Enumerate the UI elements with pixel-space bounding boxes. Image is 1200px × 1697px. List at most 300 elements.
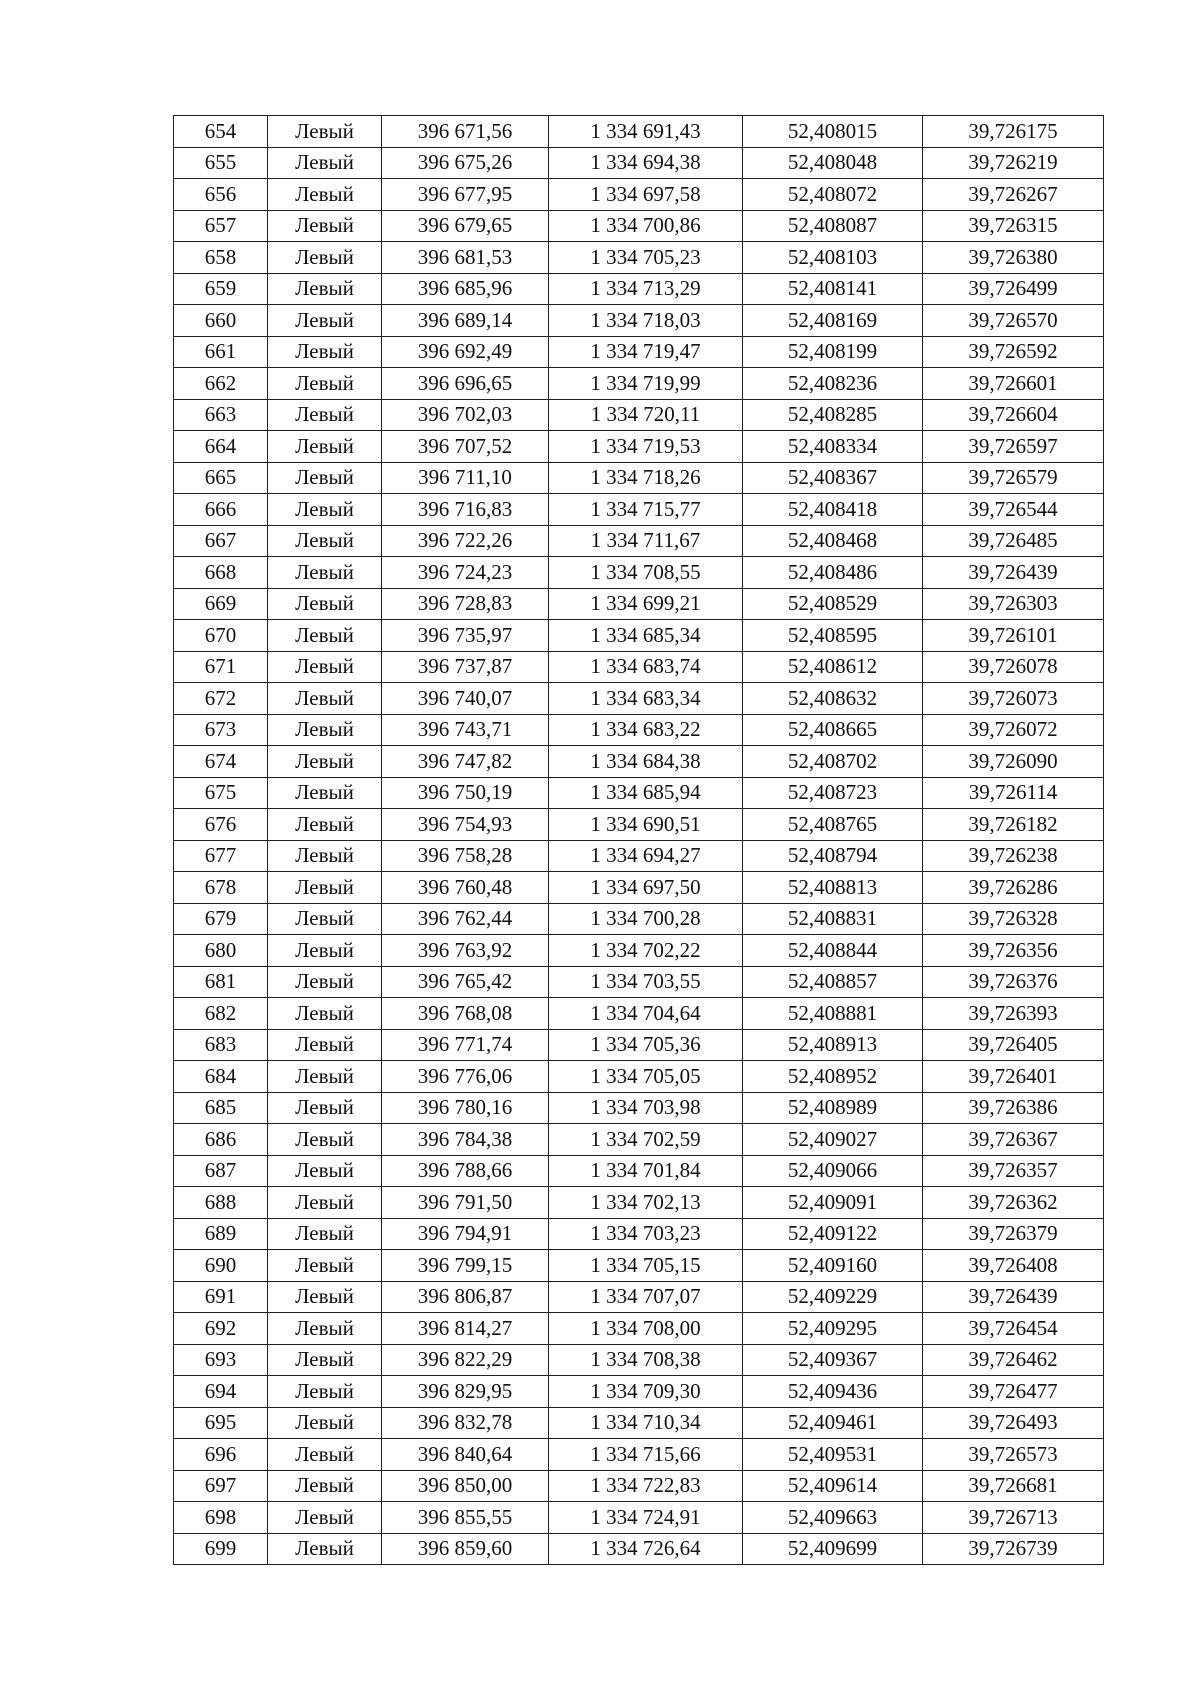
y-coordinate-cell: 1 334 715,66 (549, 1439, 743, 1471)
table-row (174, 462, 1104, 494)
longitude-cell: 39,726573 (923, 1439, 1104, 1471)
longitude-cell: 39,726493 (923, 1407, 1104, 1439)
table-row (174, 903, 1104, 935)
y-coordinate-cell: 1 334 709,30 (549, 1376, 743, 1408)
table-row (174, 147, 1104, 179)
y-coordinate-cell: 1 334 705,15 (549, 1250, 743, 1282)
point-number-cell: 690 (174, 1250, 268, 1282)
x-coordinate-cell: 396 696,65 (382, 368, 549, 400)
longitude-cell: 39,726182 (923, 809, 1104, 841)
latitude-cell: 52,408468 (743, 525, 923, 557)
longitude-cell: 39,726328 (923, 903, 1104, 935)
x-coordinate-cell: 396 685,96 (382, 273, 549, 305)
longitude-cell: 39,726303 (923, 588, 1104, 620)
x-coordinate-cell: 396 728,83 (382, 588, 549, 620)
y-coordinate-cell: 1 334 711,67 (549, 525, 743, 557)
latitude-cell: 52,408857 (743, 966, 923, 998)
point-number-cell: 693 (174, 1344, 268, 1376)
longitude-cell: 39,726601 (923, 368, 1104, 400)
longitude-cell: 39,726238 (923, 840, 1104, 872)
y-coordinate-cell: 1 334 703,55 (549, 966, 743, 998)
table-row (174, 1407, 1104, 1439)
point-number-cell: 664 (174, 431, 268, 463)
point-number-cell: 677 (174, 840, 268, 872)
point-number-cell: 681 (174, 966, 268, 998)
point-number-cell: 679 (174, 903, 268, 935)
longitude-cell: 39,726485 (923, 525, 1104, 557)
x-coordinate-cell: 396 702,03 (382, 399, 549, 431)
latitude-cell: 52,409091 (743, 1187, 923, 1219)
longitude-cell: 39,726462 (923, 1344, 1104, 1376)
point-number-cell: 678 (174, 872, 268, 904)
table-row (174, 935, 1104, 967)
longitude-cell: 39,726439 (923, 557, 1104, 589)
point-number-cell: 687 (174, 1155, 268, 1187)
longitude-cell: 39,726739 (923, 1533, 1104, 1565)
y-coordinate-cell: 1 334 690,51 (549, 809, 743, 841)
latitude-cell: 52,408418 (743, 494, 923, 526)
latitude-cell: 52,408367 (743, 462, 923, 494)
y-coordinate-cell: 1 334 702,59 (549, 1124, 743, 1156)
x-coordinate-cell: 396 707,52 (382, 431, 549, 463)
table-row (174, 966, 1104, 998)
point-number-cell: 654 (174, 116, 268, 148)
longitude-cell: 39,726114 (923, 777, 1104, 809)
table-row (174, 494, 1104, 526)
x-coordinate-cell: 396 679,65 (382, 210, 549, 242)
side-cell: Левый (268, 966, 382, 998)
point-number-cell: 659 (174, 273, 268, 305)
side-cell: Левый (268, 1281, 382, 1313)
table-row (174, 336, 1104, 368)
table-row (174, 431, 1104, 463)
table-row (174, 809, 1104, 841)
longitude-cell: 39,726597 (923, 431, 1104, 463)
y-coordinate-cell: 1 334 718,26 (549, 462, 743, 494)
x-coordinate-cell: 396 740,07 (382, 683, 549, 715)
y-coordinate-cell: 1 334 720,11 (549, 399, 743, 431)
x-coordinate-cell: 396 724,23 (382, 557, 549, 589)
longitude-cell: 39,726405 (923, 1029, 1104, 1061)
longitude-cell: 39,726477 (923, 1376, 1104, 1408)
table-row (174, 525, 1104, 557)
latitude-cell: 52,408813 (743, 872, 923, 904)
y-coordinate-cell: 1 334 697,50 (549, 872, 743, 904)
longitude-cell: 39,726362 (923, 1187, 1104, 1219)
latitude-cell: 52,408236 (743, 368, 923, 400)
point-number-cell: 692 (174, 1313, 268, 1345)
x-coordinate-cell: 396 765,42 (382, 966, 549, 998)
point-number-cell: 685 (174, 1092, 268, 1124)
longitude-cell: 39,726078 (923, 651, 1104, 683)
side-cell: Левый (268, 1092, 382, 1124)
latitude-cell: 52,408169 (743, 305, 923, 337)
y-coordinate-cell: 1 334 684,38 (549, 746, 743, 778)
table-row (174, 273, 1104, 305)
longitude-cell: 39,726315 (923, 210, 1104, 242)
latitude-cell: 52,409614 (743, 1470, 923, 1502)
latitude-cell: 52,408334 (743, 431, 923, 463)
longitude-cell: 39,726380 (923, 242, 1104, 274)
side-cell: Левый (268, 840, 382, 872)
x-coordinate-cell: 396 675,26 (382, 147, 549, 179)
x-coordinate-cell: 396 758,28 (382, 840, 549, 872)
y-coordinate-cell: 1 334 703,98 (549, 1092, 743, 1124)
y-coordinate-cell: 1 334 708,00 (549, 1313, 743, 1345)
table-row (174, 1155, 1104, 1187)
latitude-cell: 52,408831 (743, 903, 923, 935)
latitude-cell: 52,409461 (743, 1407, 923, 1439)
y-coordinate-cell: 1 334 691,43 (549, 116, 743, 148)
y-coordinate-cell: 1 334 722,83 (549, 1470, 743, 1502)
longitude-cell: 39,726454 (923, 1313, 1104, 1345)
latitude-cell: 52,408612 (743, 651, 923, 683)
y-coordinate-cell: 1 334 705,36 (549, 1029, 743, 1061)
table-row (174, 210, 1104, 242)
side-cell: Левый (268, 1218, 382, 1250)
x-coordinate-cell: 396 737,87 (382, 651, 549, 683)
longitude-cell: 39,726356 (923, 935, 1104, 967)
point-number-cell: 697 (174, 1470, 268, 1502)
point-number-cell: 673 (174, 714, 268, 746)
point-number-cell: 680 (174, 935, 268, 967)
latitude-cell: 52,408794 (743, 840, 923, 872)
latitude-cell: 52,408595 (743, 620, 923, 652)
table-row (174, 368, 1104, 400)
table-row (174, 1502, 1104, 1534)
x-coordinate-cell: 396 722,26 (382, 525, 549, 557)
longitude-cell: 39,726401 (923, 1061, 1104, 1093)
table-row (174, 777, 1104, 809)
latitude-cell: 52,409160 (743, 1250, 923, 1282)
latitude-cell: 52,408103 (743, 242, 923, 274)
point-number-cell: 689 (174, 1218, 268, 1250)
side-cell: Левый (268, 714, 382, 746)
x-coordinate-cell: 396 750,19 (382, 777, 549, 809)
table-row (174, 872, 1104, 904)
point-number-cell: 686 (174, 1124, 268, 1156)
side-cell: Левый (268, 777, 382, 809)
latitude-cell: 52,409663 (743, 1502, 923, 1534)
latitude-cell: 52,409367 (743, 1344, 923, 1376)
y-coordinate-cell: 1 334 697,58 (549, 179, 743, 211)
y-coordinate-cell: 1 334 705,23 (549, 242, 743, 274)
longitude-cell: 39,726219 (923, 147, 1104, 179)
side-cell: Левый (268, 116, 382, 148)
longitude-cell: 39,726376 (923, 966, 1104, 998)
table-row (174, 683, 1104, 715)
latitude-cell: 52,408048 (743, 147, 923, 179)
y-coordinate-cell: 1 334 710,34 (549, 1407, 743, 1439)
x-coordinate-cell: 396 859,60 (382, 1533, 549, 1565)
y-coordinate-cell: 1 334 708,55 (549, 557, 743, 589)
side-cell: Левый (268, 1313, 382, 1345)
point-number-cell: 670 (174, 620, 268, 652)
point-number-cell: 682 (174, 998, 268, 1030)
side-cell: Левый (268, 525, 382, 557)
latitude-cell: 52,408141 (743, 273, 923, 305)
side-cell: Левый (268, 557, 382, 589)
latitude-cell: 52,409122 (743, 1218, 923, 1250)
longitude-cell: 39,726386 (923, 1092, 1104, 1124)
table-row (174, 179, 1104, 211)
longitude-cell: 39,726286 (923, 872, 1104, 904)
point-number-cell: 694 (174, 1376, 268, 1408)
y-coordinate-cell: 1 334 699,21 (549, 588, 743, 620)
side-cell: Левый (268, 1155, 382, 1187)
y-coordinate-cell: 1 334 708,38 (549, 1344, 743, 1376)
longitude-cell: 39,726072 (923, 714, 1104, 746)
latitude-cell: 52,408989 (743, 1092, 923, 1124)
longitude-cell: 39,726499 (923, 273, 1104, 305)
longitude-cell: 39,726367 (923, 1124, 1104, 1156)
side-cell: Левый (268, 1376, 382, 1408)
side-cell: Левый (268, 620, 382, 652)
table-row (174, 840, 1104, 872)
longitude-cell: 39,726073 (923, 683, 1104, 715)
longitude-cell: 39,726592 (923, 336, 1104, 368)
table-row (174, 116, 1104, 148)
x-coordinate-cell: 396 735,97 (382, 620, 549, 652)
side-cell: Левый (268, 935, 382, 967)
table-row (174, 1313, 1104, 1345)
x-coordinate-cell: 396 671,56 (382, 116, 549, 148)
point-number-cell: 662 (174, 368, 268, 400)
table-row (174, 399, 1104, 431)
point-number-cell: 675 (174, 777, 268, 809)
y-coordinate-cell: 1 334 702,13 (549, 1187, 743, 1219)
y-coordinate-cell: 1 334 719,53 (549, 431, 743, 463)
latitude-cell: 52,408765 (743, 809, 923, 841)
table-row (174, 714, 1104, 746)
side-cell: Левый (268, 746, 382, 778)
latitude-cell: 52,408072 (743, 179, 923, 211)
latitude-cell: 52,408087 (743, 210, 923, 242)
y-coordinate-cell: 1 334 702,22 (549, 935, 743, 967)
y-coordinate-cell: 1 334 724,91 (549, 1502, 743, 1534)
latitude-cell: 52,409531 (743, 1439, 923, 1471)
y-coordinate-cell: 1 334 719,47 (549, 336, 743, 368)
table-row (174, 651, 1104, 683)
side-cell: Левый (268, 431, 382, 463)
x-coordinate-cell: 396 689,14 (382, 305, 549, 337)
longitude-cell: 39,726408 (923, 1250, 1104, 1282)
side-cell: Левый (268, 903, 382, 935)
side-cell: Левый (268, 1187, 382, 1219)
x-coordinate-cell: 396 791,50 (382, 1187, 549, 1219)
side-cell: Левый (268, 273, 382, 305)
point-number-cell: 661 (174, 336, 268, 368)
y-coordinate-cell: 1 334 715,77 (549, 494, 743, 526)
point-number-cell: 667 (174, 525, 268, 557)
latitude-cell: 52,408702 (743, 746, 923, 778)
side-cell: Левый (268, 588, 382, 620)
x-coordinate-cell: 396 780,16 (382, 1092, 549, 1124)
point-number-cell: 696 (174, 1439, 268, 1471)
side-cell: Левый (268, 651, 382, 683)
y-coordinate-cell: 1 334 703,23 (549, 1218, 743, 1250)
x-coordinate-cell: 396 832,78 (382, 1407, 549, 1439)
table-row (174, 557, 1104, 589)
side-cell: Левый (268, 462, 382, 494)
point-number-cell: 657 (174, 210, 268, 242)
longitude-cell: 39,726570 (923, 305, 1104, 337)
side-cell: Левый (268, 1502, 382, 1534)
x-coordinate-cell: 396 677,95 (382, 179, 549, 211)
point-number-cell: 660 (174, 305, 268, 337)
x-coordinate-cell: 396 692,49 (382, 336, 549, 368)
x-coordinate-cell: 396 681,53 (382, 242, 549, 274)
side-cell: Левый (268, 1533, 382, 1565)
table-row (174, 1470, 1104, 1502)
side-cell: Левый (268, 1029, 382, 1061)
y-coordinate-cell: 1 334 726,64 (549, 1533, 743, 1565)
longitude-cell: 39,726379 (923, 1218, 1104, 1250)
side-cell: Левый (268, 305, 382, 337)
x-coordinate-cell: 396 855,55 (382, 1502, 549, 1534)
latitude-cell: 52,408015 (743, 116, 923, 148)
y-coordinate-cell: 1 334 694,27 (549, 840, 743, 872)
latitude-cell: 52,408665 (743, 714, 923, 746)
x-coordinate-cell: 396 743,71 (382, 714, 549, 746)
table-row (174, 1376, 1104, 1408)
point-number-cell: 684 (174, 1061, 268, 1093)
side-cell: Левый (268, 336, 382, 368)
latitude-cell: 52,408632 (743, 683, 923, 715)
x-coordinate-cell: 396 771,74 (382, 1029, 549, 1061)
latitude-cell: 52,408529 (743, 588, 923, 620)
side-cell: Левый (268, 242, 382, 274)
y-coordinate-cell: 1 334 683,22 (549, 714, 743, 746)
point-number-cell: 671 (174, 651, 268, 683)
side-cell: Левый (268, 1344, 382, 1376)
table-row (174, 1344, 1104, 1376)
side-cell: Левый (268, 809, 382, 841)
side-cell: Левый (268, 1407, 382, 1439)
point-number-cell: 683 (174, 1029, 268, 1061)
x-coordinate-cell: 396 762,44 (382, 903, 549, 935)
latitude-cell: 52,408199 (743, 336, 923, 368)
point-number-cell: 663 (174, 399, 268, 431)
longitude-cell: 39,726713 (923, 1502, 1104, 1534)
latitude-cell: 52,409027 (743, 1124, 923, 1156)
point-number-cell: 656 (174, 179, 268, 211)
latitude-cell: 52,409699 (743, 1533, 923, 1565)
side-cell: Левый (268, 1470, 382, 1502)
x-coordinate-cell: 396 768,08 (382, 998, 549, 1030)
x-coordinate-cell: 396 711,10 (382, 462, 549, 494)
side-cell: Левый (268, 1124, 382, 1156)
table-row (174, 620, 1104, 652)
table-row (174, 1187, 1104, 1219)
x-coordinate-cell: 396 850,00 (382, 1470, 549, 1502)
latitude-cell: 52,408952 (743, 1061, 923, 1093)
x-coordinate-cell: 396 822,29 (382, 1344, 549, 1376)
table-row (174, 1281, 1104, 1313)
y-coordinate-cell: 1 334 707,07 (549, 1281, 743, 1313)
x-coordinate-cell: 396 716,83 (382, 494, 549, 526)
table-row (174, 1250, 1104, 1282)
point-number-cell: 668 (174, 557, 268, 589)
x-coordinate-cell: 396 760,48 (382, 872, 549, 904)
point-number-cell: 655 (174, 147, 268, 179)
point-number-cell: 666 (174, 494, 268, 526)
point-number-cell: 665 (174, 462, 268, 494)
x-coordinate-cell: 396 794,91 (382, 1218, 549, 1250)
x-coordinate-cell: 396 829,95 (382, 1376, 549, 1408)
table-row (174, 588, 1104, 620)
longitude-cell: 39,726544 (923, 494, 1104, 526)
side-cell: Левый (268, 179, 382, 211)
point-number-cell: 676 (174, 809, 268, 841)
table-row (174, 1029, 1104, 1061)
point-number-cell: 658 (174, 242, 268, 274)
table-body (174, 116, 1104, 1565)
point-number-cell: 669 (174, 588, 268, 620)
side-cell: Левый (268, 872, 382, 904)
side-cell: Левый (268, 210, 382, 242)
table-row (174, 1533, 1104, 1565)
x-coordinate-cell: 396 776,06 (382, 1061, 549, 1093)
y-coordinate-cell: 1 334 683,74 (549, 651, 743, 683)
longitude-cell: 39,726357 (923, 1155, 1104, 1187)
point-number-cell: 691 (174, 1281, 268, 1313)
y-coordinate-cell: 1 334 701,84 (549, 1155, 743, 1187)
x-coordinate-cell: 396 840,64 (382, 1439, 549, 1471)
y-coordinate-cell: 1 334 700,28 (549, 903, 743, 935)
y-coordinate-cell: 1 334 713,29 (549, 273, 743, 305)
latitude-cell: 52,409436 (743, 1376, 923, 1408)
longitude-cell: 39,726604 (923, 399, 1104, 431)
side-cell: Левый (268, 368, 382, 400)
side-cell: Левый (268, 683, 382, 715)
point-number-cell: 688 (174, 1187, 268, 1219)
latitude-cell: 52,409066 (743, 1155, 923, 1187)
point-number-cell: 698 (174, 1502, 268, 1534)
x-coordinate-cell: 396 763,92 (382, 935, 549, 967)
table-row (174, 1124, 1104, 1156)
x-coordinate-cell: 396 784,38 (382, 1124, 549, 1156)
table-row (174, 1439, 1104, 1471)
longitude-cell: 39,726393 (923, 998, 1104, 1030)
latitude-cell: 52,409295 (743, 1313, 923, 1345)
side-cell: Левый (268, 494, 382, 526)
table-row (174, 998, 1104, 1030)
x-coordinate-cell: 396 747,82 (382, 746, 549, 778)
y-coordinate-cell: 1 334 694,38 (549, 147, 743, 179)
y-coordinate-cell: 1 334 705,05 (549, 1061, 743, 1093)
longitude-cell: 39,726175 (923, 116, 1104, 148)
longitude-cell: 39,726681 (923, 1470, 1104, 1502)
latitude-cell: 52,409229 (743, 1281, 923, 1313)
longitude-cell: 39,726439 (923, 1281, 1104, 1313)
side-cell: Левый (268, 1439, 382, 1471)
longitude-cell: 39,726579 (923, 462, 1104, 494)
y-coordinate-cell: 1 334 718,03 (549, 305, 743, 337)
latitude-cell: 52,408486 (743, 557, 923, 589)
table-row (174, 242, 1104, 274)
coordinates-table (173, 115, 1104, 1565)
latitude-cell: 52,408723 (743, 777, 923, 809)
table-row (174, 1092, 1104, 1124)
side-cell: Левый (268, 998, 382, 1030)
side-cell: Левый (268, 1250, 382, 1282)
point-number-cell: 674 (174, 746, 268, 778)
table-row (174, 305, 1104, 337)
point-number-cell: 699 (174, 1533, 268, 1565)
y-coordinate-cell: 1 334 685,94 (549, 777, 743, 809)
latitude-cell: 52,408913 (743, 1029, 923, 1061)
